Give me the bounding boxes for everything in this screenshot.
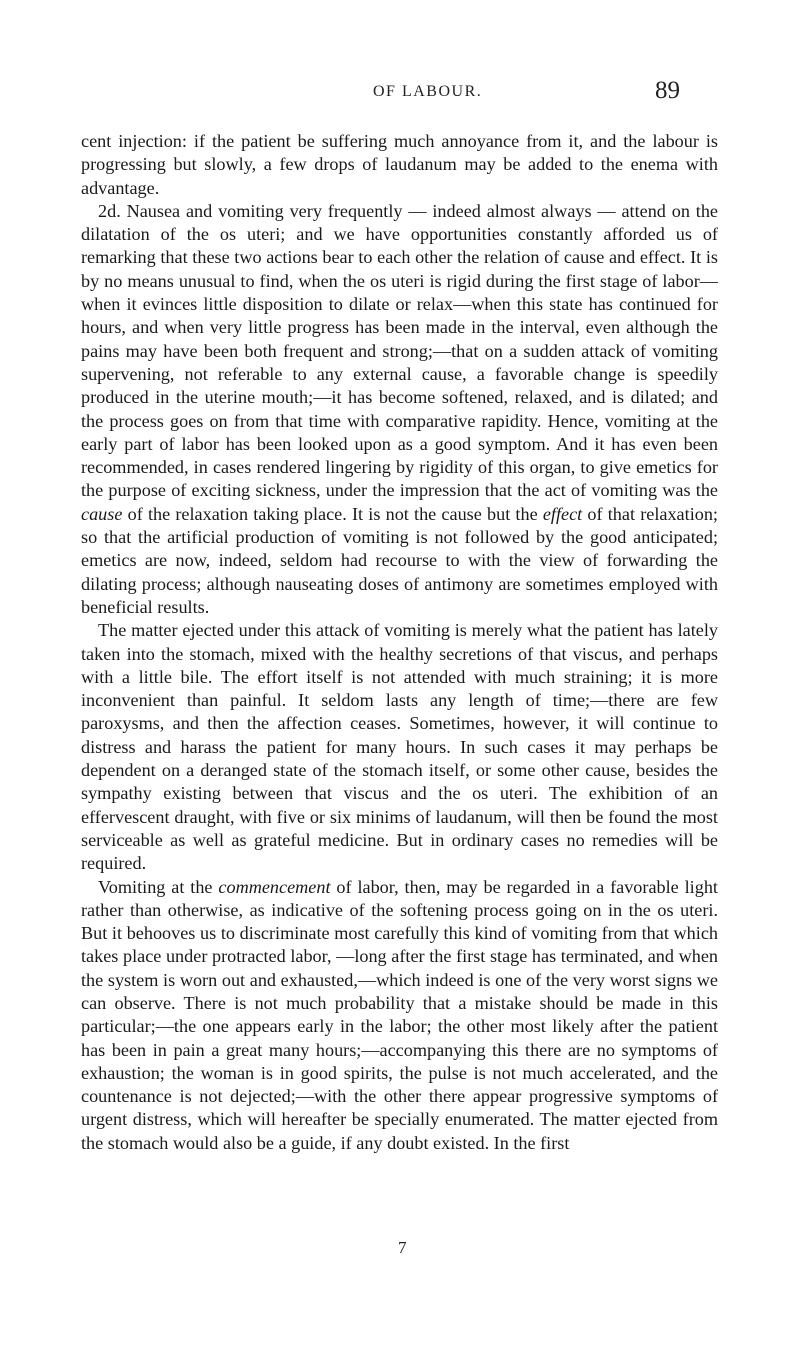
- paragraph-nausea-vomiting: 2d. Nausea and vomiting very frequently — indeed almost always — attend on the dilatation of the os uteri; and we have opportunities constantly afforded us of remarking that these two actions bear to each other the relation of cause and effect. It is by no means unusual to find, when the os uteri is rigid during the first stage of labor—when it evinces little disposition to dilate or relax—when this state has continued for hours, and when very little progress has been made in the interval, even although the pains may have been both frequent and strong;—that on a sudden attack of vomiting supervening, not referable to any external cause, a favorable change is speedily produced in the uterine mouth;—it has become softened, relaxed, and is dilated; and the process goes on from that time with comparative rapidity. Hence, vomiting at the early part of labor has been looked upon as a good symptom. And it has even been recommended, in cases rendered lingering by rigidity of this organ, to give emetics for the purpose of exciting sickness, under the impression that the act of vomiting was the cause of the relaxation taking place. It is not the cause but the effect of that relaxation; so that the artificial production of vomiting is not followed by the good anticipated; emetics are now, indeed, seldom had recourse to with the view of forwarding the dilating process; although nauseating doses of antimony are sometimes employed with beneficial results.: [81, 200, 718, 617]
- signature-mark: 7: [398, 1238, 407, 1257]
- page-number: 89: [655, 77, 680, 104]
- paragraph-continuation: cent injection: if the patient be suffering much annoyance from it, and the labour is progressing but slowly, a few drops of laudanum may be added to the enema with advantage.: [81, 131, 718, 198]
- body-text: [81, 130, 718, 1155]
- page-header: [0, 77, 800, 106]
- paragraph-matter-ejected: The matter ejected under this attack of vomiting is merely what the patient has lately taken into the stomach, mixed with the healthy secretions of that viscus, and perhaps with a little bile. The effort itself is not attended with much straining; it is more inconvenient than painful. It seldom lasts any length of time;—there are few paroxysms, and then the affection ceases. Sometimes, however, it will continue to distress and harass the patient for many hours. In such cases it may perhaps be dependent on a deranged state of the stomach itself, or some other cause, besides the sympathy existing between that viscus and the os uteri. The exhibition of an effervescent draught, with five or six minims of laudanum, will then be found the most serviceable as well as grateful medicine. But in ordinary cases no remedies will be required.: [81, 620, 718, 874]
- running-head: OF LABOUR.: [373, 83, 483, 100]
- paragraph-vomiting-commencement: Vomiting at the commencement of labor, then, may be regarded in a favorable light rather than otherwise, as indicative of the softening process going on in the os uteri. But it behooves us to discriminate most carefully this kind of vomiting from that which takes place under protracted labor, —long after the first stage has terminated, and when the system is worn out and exhausted,—which indeed is one of the very worst signs we can observe. There is not much probability that a mistake should be made in this particular;—the one appears early in the labor; the other most likely after the patient has been in pain a great many hours;—accompanying this there are no symptoms of exhaustion; the woman is in good spirits, the pulse is not much accelerated, and the countenance is not dejected;—with the other there appear progressive symptoms of urgent distress, which will hereafter be specially enumerated. The matter ejected from the stomach would also be a guide, if any doubt existed. In the first: [81, 876, 718, 1153]
